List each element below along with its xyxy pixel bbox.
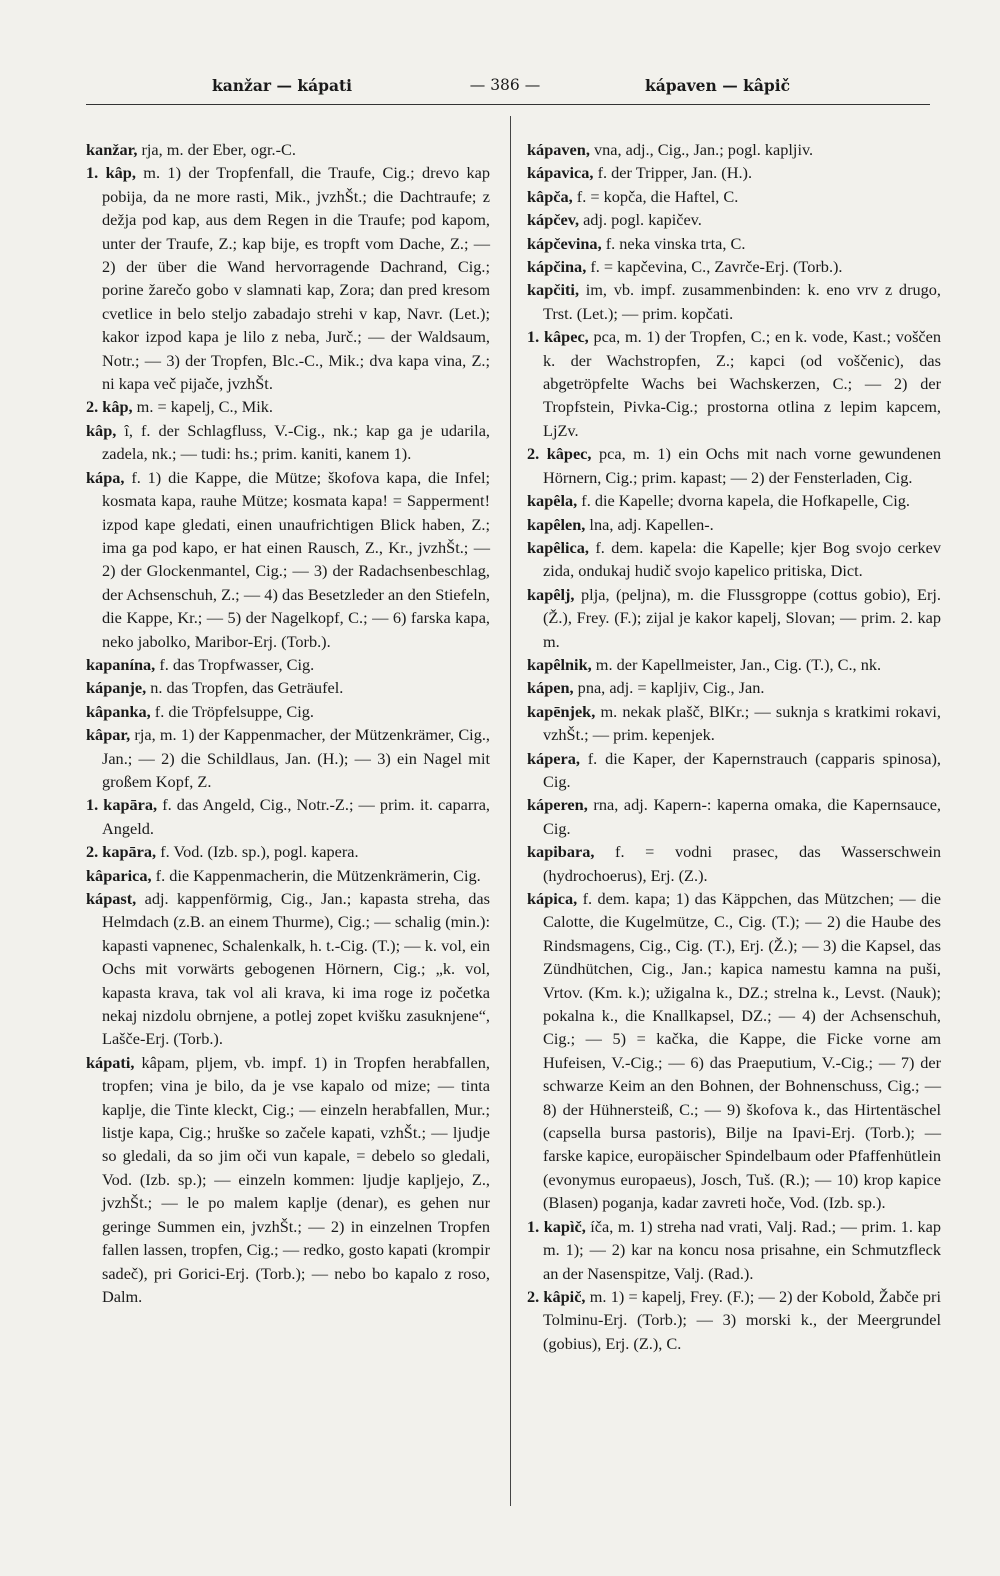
entry-definition: rja, m. der Eber, ogr.-C. <box>137 140 296 159</box>
entry-definition: m. = kapelj, C., Mik. <box>132 397 273 417</box>
entry-headword: kâp, <box>86 420 117 440</box>
dictionary-entry <box>86 700 490 723</box>
page-number: — 386 — <box>469 76 541 94</box>
dictionary-entry <box>527 1285 941 1355</box>
entry-definition: î, f. der Schlagfluss, V.-Cig., nk.; kap ga je udarila, zadela, nk.; — tudi: hs.; prim. kaniti, kanem 1). <box>102 420 490 464</box>
entry-headword: kápa, <box>86 467 125 487</box>
left-column <box>86 138 490 1308</box>
entry-definition: f. = vodni prasec, das Wasserschwein (hydrochoerus), Erj. (Z.). <box>543 842 941 885</box>
entry-headword: kâpar, <box>86 725 131 745</box>
dictionary-entry <box>527 161 941 184</box>
dictionary-entry <box>527 325 941 442</box>
dictionary-entry <box>86 676 490 699</box>
entry-headword: kápica, <box>527 889 578 908</box>
entry-definition: f. die Kaper, der Kapernstrauch (capparis spinosa), Cig. <box>543 748 941 791</box>
dictionary-entry <box>86 887 490 1051</box>
dictionary-entry <box>527 513 941 536</box>
entry-headword: kápera, <box>527 748 580 768</box>
entry-headword: kapčiti, <box>527 280 580 300</box>
entry-definition: im, vb. impf. zusammenbinden: k. eno vrv z drugo, Trst. (Let.); — prim. kopčati. <box>543 280 941 323</box>
dictionary-entry <box>86 723 490 793</box>
entry-definition: pna, adj. = kapljiv, Cig., Jan. <box>573 678 765 698</box>
dictionary-entry <box>86 793 490 840</box>
entry-definition: m. nekak plašč, BlKr.; — suknja s kratkimi rokavi, vzhŠt.; — prim. kepenjek. <box>543 701 941 745</box>
dictionary-entry <box>86 419 490 466</box>
dictionary-entry <box>86 1051 490 1308</box>
entry-headword: kápast, <box>86 889 137 908</box>
dictionary-entry <box>527 138 941 161</box>
entry-headword: 2. kâpič, <box>527 1286 586 1306</box>
dictionary-entry <box>527 676 941 699</box>
header-right-range: kápaven — kâpič <box>645 76 791 95</box>
entry-headword: kápen, <box>527 678 574 698</box>
dictionary-entry <box>527 536 941 583</box>
entry-definition: f. dem. kapa; 1) das Käppchen, das Mützchen; — die Calotte, die Kugelmütze, C., Cig. (T.); — 2) die Haube des Rindsmagens, Cig., Cig. (T.), Erj. (Ž.); — 3) die Kapsel, das Zündhütchen, Cig., Jan.; kapica namestu kamna na puši, Vrtov. (Km. k.); užigalna k., DZ.; strelna k., Levst. (Nauk); pokalna k., die Knallkapsel, DZ.; — 4) der Achsenschuh, Cig.; — 5) = kačka, die Kappe, die Ficke vorne am Hufeisen, V.-Cig.; — 6) das Praeputium, V.-Cig.; — 7) der schwarze Keim an den Bohnen, der Bohnenschuss, Cig.; — 8) der Hühnersteiß, C.; — 9) škofova k., das Hirtentäschel (capsella bursa pastoris), Bilje na Ipavi-Erj. (Torb.); — farske kapice, europäischer Spindelbaum oder Pfaffenhütlein (evonymus europaeus), Josch, Tuš. (R.); — 10) krop kapice (Blasen) poganja, kadar zavreti hoče, Vod. (Izb. sp.). <box>543 889 941 1213</box>
right-column <box>527 138 941 1355</box>
entry-headword: 1. kâpec, <box>527 327 589 347</box>
entry-headword: 1. kâp, <box>86 163 136 183</box>
entry-definition: rna, adj. Kapern-: kaperna omaka, die Kapernsauce, Cig. <box>543 795 941 838</box>
entry-headword: kapêlj, <box>527 584 575 604</box>
dictionary-entry <box>86 864 490 887</box>
dictionary-entry <box>86 395 490 418</box>
entry-definition: vna, adj., Cig., Jan.; pogl. kapljiv. <box>589 140 814 159</box>
dictionary-entry <box>527 208 941 231</box>
entry-headword: kapibara, <box>527 842 595 862</box>
dictionary-entry <box>527 442 941 489</box>
entry-definition: adj. pogl. kapičev. <box>579 210 702 230</box>
dictionary-entry <box>527 747 941 794</box>
entry-headword: kapēnjek, <box>527 701 596 721</box>
dictionary-entry <box>86 138 490 161</box>
entry-definition: f. die Tröpfelsuppe, Cig. <box>150 701 314 721</box>
entry-headword: kâpanka, <box>86 701 151 721</box>
page-header <box>80 70 930 104</box>
entry-definition: lna, adj. Kapellen-. <box>585 514 714 534</box>
dictionary-entry <box>527 583 941 653</box>
dictionary-entry <box>86 840 490 863</box>
entry-headword: 1. kapāra, <box>86 795 158 815</box>
header-left-range: kanžar — kápati <box>212 76 353 95</box>
dictionary-entry <box>527 840 941 887</box>
dictionary-entry <box>527 700 941 747</box>
dictionary-entry <box>527 1215 941 1285</box>
entry-definition: f. = kapčevina, C., Zavrče-Erj. (Torb.). <box>586 257 843 277</box>
entry-headword: 2. kapāra, <box>86 842 157 862</box>
column-divider <box>510 116 511 1506</box>
entry-headword: kapêlica, <box>527 537 589 557</box>
entry-headword: kâpča, <box>527 186 573 206</box>
dictionary-entry <box>86 466 490 653</box>
entry-definition: pca, m. 1) ein Ochs mit nach vorne gewundenen Hörnern, Cig.; prim. kapast; — 2) der Fensterladen, Cig. <box>543 444 941 487</box>
entry-headword: kápčev, <box>527 210 580 230</box>
entry-headword: kanžar, <box>86 140 138 159</box>
entry-headword: káperen, <box>527 795 588 815</box>
entry-definition: kâpam, pljem, vb. impf. 1) in Tropfen herabfallen, tropfen; vina je bilo, da je vse kapalo od mize; — tinta kaplje, die Tinte kleckt, Cig.; — einzeln herabfallen, Mur.; listje kapa, Cig.; hruške so začele kapati, vzhŠt.; — ljudje so gledali, da so jim oči vun kapale, = debelo so gledali, Vod. (Izb. sp.); — einzeln kommen: ljudje kapljejo, Z., jvzhŠt.; — le po malem kaplje (denar), es gehen nur geringe Summen ein, jvzhŠt.; — 2) in einzelnen Tropfen fallen lassen, tropfen, Cig.; — redko, gosto kapati (krompir sadeč), pri Gorici-Erj. (Torb.); — nebo bo kapalo z roso, Dalm. <box>102 1052 490 1306</box>
entry-definition: f. dem. kapela: die Kapelle; kjer Bog svojo cerkev zida, ondukaj hudič svojo kapelico pritiska, Dict. <box>543 537 941 581</box>
entry-definition: rja, m. 1) der Kappenmacher, der Mützenkrämer, Cig., Jan.; — 2) die Schildlaus, Jan. (H.); — 3) ein Nagel mit großem Kopf, Z. <box>102 725 490 791</box>
entry-definition: m. 1) = kapelj, Frey. (F.); — 2) der Kobold, Žabče pri Tolminu-Erj. (Torb.); — 3) morski k., der Meergrundel (gobius), Erj. (Z.), C. <box>543 1286 941 1353</box>
dictionary-entry <box>527 793 941 840</box>
entry-definition: pca, m. 1) der Tropfen, C.; en k. vode, Kast.; voščen k. der Wachstropfen, Z.; kapci (od voščenic), das abgetröpfelte Wachs bei Wachskerzen, C.; — 2) der Tropfstein, Pivka-Cig.; prostorna otlina z lepim kapcem, LjZv. <box>543 327 942 440</box>
entry-headword: 2. kâp, <box>86 397 133 417</box>
entry-definition: f. 1) die Kappe, die Mütze; škofova kapa, die Infel; kosmata kapa, rauhe Mütze; kosmata kapa! = Sapperment! izpod kape gledati, einen unaufrichtigen Blick haben, Z.; ima ga pod kapo, er hat einen Rausch, Z., Kr., jvzhŠt.; — 2) der Glockenmantel, Cig.; — 3) der Radachsenbeschlag, der Achsenschuh, Z.; — 4) das Besetzleder an den Stiefeln, die Kappe, Kr.; — 5) der Nagelkopf, C.; — 6) farska kapa, neko jabolko, Maribor-Erj. (Torb.). <box>102 467 490 651</box>
dictionary-entry <box>527 887 941 1215</box>
entry-definition: f. die Kappenmacherin, die Mützenkrämerin, Cig. <box>151 865 481 885</box>
entry-headword: kapanína, <box>86 654 156 674</box>
entry-definition: n. das Tropfen, das Geträufel. <box>146 678 344 698</box>
entry-headword: 1. kapìč, <box>527 1216 586 1236</box>
entry-definition: f. die Kapelle; dvorna kapela, die Hofkapelle, Cig. <box>577 491 910 511</box>
entry-headword: kapêlen, <box>527 514 586 534</box>
entry-headword: kápčina, <box>527 257 587 277</box>
entry-headword: kápčevina, <box>527 233 602 253</box>
entry-headword: kápati, <box>86 1052 135 1072</box>
entry-definition: f. = kopča, die Haftel, C. <box>572 186 739 206</box>
dictionary-entry <box>527 278 941 325</box>
dictionary-entry <box>527 653 941 676</box>
entry-definition: f. das Angeld, Cig., Notr.-Z.; — prim. it. caparra, Angeld. <box>102 795 490 838</box>
entry-headword: kapêla, <box>527 491 578 511</box>
entry-headword: 2. kâpec, <box>527 444 592 464</box>
entry-headword: kápavica, <box>527 163 594 183</box>
entry-definition: f. neka vinska trta, C. <box>601 233 746 253</box>
entry-definition: f. der Tripper, Jan. (H.). <box>593 163 753 183</box>
dictionary-entry <box>527 185 941 208</box>
dictionary-entry <box>86 653 490 676</box>
entry-headword: kápaven, <box>527 140 590 159</box>
entry-definition: plja, (peljna), m. die Flussgroppe (cottus gobio), Erj. (Ž.), Frey. (F.); zijal je kakor kapelj, Slovan; — prim. 2. kap m. <box>543 584 941 651</box>
dictionary-entry <box>527 489 941 512</box>
header-rule <box>86 104 930 105</box>
dictionary-entry <box>527 255 941 278</box>
dictionary-entry <box>527 232 941 255</box>
entry-definition: f. das Tropfwasser, Cig. <box>155 654 315 674</box>
entry-definition: íča, m. 1) streha nad vrati, Valj. Rad.; — prim. 1. kap m. 1); — 2) kar na koncu nosa prisahne, ein Schmutzfleck an der Nasenspitze, Valj. (Rad.). <box>543 1216 941 1283</box>
entry-headword: kâparica, <box>86 865 152 885</box>
dictionary-entry <box>86 161 490 395</box>
entry-definition: adj. kappenförmig, Cig., Jan.; kapasta streha, das Helmdach (z.B. an einem Thurme), Cig.; — schalig (min.): kapasti vapnenec, Schalenkalk, h. t.-Cig. (T.); — k. vol, ein Ochs mit vorwärts gebogenen Hörnern, Cig.; „k. vol, kapasta krava, tak vol ali krava, ki ima roge iz početka nekaj nizdolu obrnjene, a potlej zopet kvišku zasuknjene“, Lašče-Erj. (Torb.). <box>102 889 490 1049</box>
entry-definition: m. 1) der Tropfenfall, die Traufe, Cig.; drevo kap pobija, da ne more rasti, Mik., jvzhŠt.; die Dachtraufe; z dežja pod kap, aus dem Regen in die Traufe; pod kapom, unter der Traufe, Z.; kap bije, es tropft vom Dache, Z.; — 2) der über die Wand hervorragende Dachrand, Cig.; porine žarečo gobo v slamnati kap, Zora; dan pred kresom cvetlice in belo steljo zabadajo strehi v kap, Navr. (Let.); kakor izpod kapa je lilo z neba, Jurč.; — der Waldsaum, Notr.; — 3) der Tropfen, Blc.-C., Mik.; dva kapa vina, Z.; ni kapa več pijače, jvzhŠt. <box>102 163 490 394</box>
entry-headword: kápanje, <box>86 678 147 698</box>
entry-definition: f. Vod. (Izb. sp.), pogl. kapera. <box>156 842 359 862</box>
entry-definition: m. der Kapellmeister, Jan., Cig. (T.), C., nk. <box>591 654 882 674</box>
entry-headword: kapêlnik, <box>527 654 592 674</box>
